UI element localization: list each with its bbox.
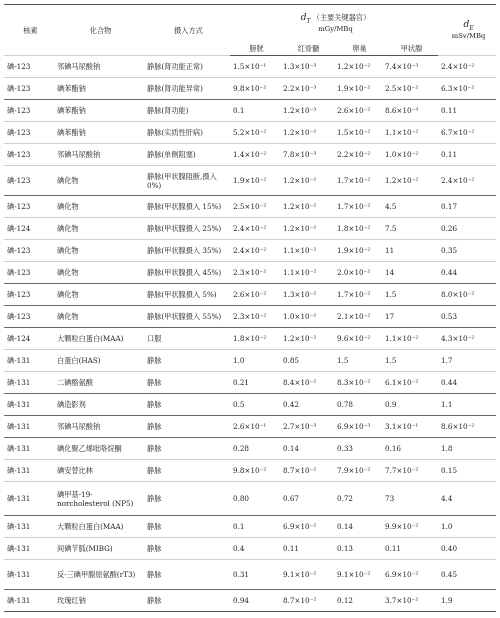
bladder-dose-cell: 1.4×10⁻² — [230, 144, 280, 166]
table-row — [4, 328, 496, 350]
compound-cell: 大颗粒白蛋白(MAA) — [54, 516, 144, 538]
effective-dose-cell: 4.4 — [438, 482, 496, 516]
header-organ-ovary: 卵巢 — [334, 41, 382, 56]
effective-dose-cell: 6.3×10⁻² — [438, 78, 496, 100]
bladder-dose-cell: 1.8×10⁻² — [230, 328, 280, 350]
effective-dose-cell: 8.0×10⁻² — [438, 284, 496, 306]
table-row — [4, 590, 496, 612]
nuclide-cell: 碘-123 — [4, 144, 54, 166]
table-row — [4, 144, 496, 166]
header-compound: 化合物 — [54, 5, 144, 56]
route-cell: 静脉(肾功能) — [144, 100, 230, 122]
thyroid-dose-cell: 8.6×10⁻³ — [382, 100, 438, 122]
header-nuclide: 核素 — [4, 5, 54, 56]
effective-dose-cell: 0.26 — [438, 218, 496, 240]
thyroid-dose-cell: 1.1×10⁻² — [382, 122, 438, 144]
nuclide-cell: 碘-124 — [4, 328, 54, 350]
ovary-dose-cell: 8.3×10⁻² — [334, 372, 382, 394]
table-row — [4, 438, 496, 460]
effective-dose-cell: 1.8 — [438, 438, 496, 460]
thyroid-dose-cell: 3.7×10⁻² — [382, 590, 438, 612]
route-cell: 静脉 — [144, 482, 230, 516]
red-marrow-dose-cell: 0.67 — [280, 482, 334, 516]
effective-dose-symbol: d — [463, 19, 470, 30]
ovary-dose-cell: 1.7×10⁻² — [334, 284, 382, 306]
compound-cell: 间碘苄胍(MIBG) — [54, 538, 144, 560]
thyroid-dose-cell: 11 — [382, 240, 438, 262]
route-cell: 静脉 — [144, 560, 230, 590]
nuclide-cell: 碘-123 — [4, 262, 54, 284]
bladder-dose-cell: 0.1 — [230, 516, 280, 538]
nuclide-cell: 碘-123 — [4, 166, 54, 196]
effective-dose-cell: 0.40 — [438, 538, 496, 560]
thyroid-dose-cell: 1.2×10⁻² — [382, 166, 438, 196]
organ-dose-title: （主要关键器官） — [312, 12, 371, 22]
red-marrow-dose-cell: 1.0×10⁻² — [280, 306, 334, 328]
ovary-dose-cell: 2.0×10⁻² — [334, 262, 382, 284]
compound-cell: 碘苯酯钠 — [54, 100, 144, 122]
bladder-dose-cell: 9.8×10⁻² — [230, 78, 280, 100]
table-row — [4, 196, 496, 218]
organ-dose-unit: mGy/MBq — [318, 24, 353, 33]
bladder-dose-cell: 2.3×10⁻² — [230, 262, 280, 284]
red-marrow-dose-cell: 9.1×10⁻² — [280, 560, 334, 590]
nuclide-cell: 碘-131 — [4, 350, 54, 372]
red-marrow-dose-cell: 7.8×10⁻³ — [280, 144, 334, 166]
nuclide-cell: 碘-131 — [4, 394, 54, 416]
thyroid-dose-cell: 0.11 — [382, 538, 438, 560]
thyroid-dose-cell: 6.9×10⁻² — [382, 560, 438, 590]
nuclide-cell: 碘-131 — [4, 482, 54, 516]
nuclide-cell: 碘-123 — [4, 306, 54, 328]
effective-dose-cell: 0.35 — [438, 240, 496, 262]
effective-dose-cell: 1.7 — [438, 350, 496, 372]
route-cell: 静脉(甲状腺摄入 15%) — [144, 196, 230, 218]
effective-dose-cell: 1.1 — [438, 394, 496, 416]
table-body — [4, 56, 496, 612]
compound-cell: 白蛋白(HAS) — [54, 350, 144, 372]
route-cell: 静脉(甲状腺摄入 55%) — [144, 306, 230, 328]
route-cell: 口服 — [144, 328, 230, 350]
ovary-dose-cell: 1.7×10⁻² — [334, 166, 382, 196]
compound-cell: 玫瑰红钠 — [54, 590, 144, 612]
bladder-dose-cell: 2.4×10⁻² — [230, 218, 280, 240]
nuclide-cell: 碘-131 — [4, 560, 54, 590]
ovary-dose-cell: 6.9×10⁻³ — [334, 416, 382, 438]
effective-dose-cell: 0.44 — [438, 262, 496, 284]
compound-cell: 碘化物 — [54, 284, 144, 306]
effective-dose-cell: 0.44 — [438, 372, 496, 394]
route-cell: 静脉 — [144, 416, 230, 438]
effective-dose-subscript: E — [469, 24, 474, 32]
red-marrow-dose-cell: 1.2×10⁻² — [280, 218, 334, 240]
table-row — [4, 166, 496, 196]
table-row — [4, 460, 496, 482]
ovary-dose-cell: 1.2×10⁻² — [334, 56, 382, 78]
nuclide-cell: 碘-131 — [4, 372, 54, 394]
compound-cell: 碘化物 — [54, 306, 144, 328]
bladder-dose-cell: 0.94 — [230, 590, 280, 612]
red-marrow-dose-cell: 2.2×10⁻³ — [280, 78, 334, 100]
table-row — [4, 262, 496, 284]
bladder-dose-cell: 0.4 — [230, 538, 280, 560]
compound-cell: 碘安替比林 — [54, 460, 144, 482]
ovary-dose-cell: 2.2×10⁻² — [334, 144, 382, 166]
effective-dose-unit: mSv/MBq — [451, 31, 486, 40]
bladder-dose-cell: 0.31 — [230, 560, 280, 590]
thyroid-dose-cell: 73 — [382, 482, 438, 516]
effective-dose-cell: 0.45 — [438, 560, 496, 590]
thyroid-dose-cell: 1.0×10⁻² — [382, 144, 438, 166]
effective-dose-cell: 8.6×10⁻² — [438, 416, 496, 438]
table-row — [4, 78, 496, 100]
table-row — [4, 284, 496, 306]
effective-dose-cell: 0.11 — [438, 100, 496, 122]
table-row — [4, 538, 496, 560]
header-organ-thyroid: 甲状腺 — [382, 41, 438, 56]
route-cell: 静脉(实质性肝病) — [144, 122, 230, 144]
ovary-dose-cell: 1.8×10⁻² — [334, 218, 382, 240]
red-marrow-dose-cell: 1.3×10⁻² — [280, 284, 334, 306]
organ-dose-symbol: d — [300, 12, 307, 23]
nuclide-cell: 碘-123 — [4, 122, 54, 144]
thyroid-dose-cell: 0.9 — [382, 394, 438, 416]
thyroid-dose-cell: 1.1×10⁻² — [382, 328, 438, 350]
thyroid-dose-cell: 14 — [382, 262, 438, 284]
thyroid-dose-cell: 3.1×10⁻¹ — [382, 416, 438, 438]
red-marrow-dose-cell: 1.3×10⁻³ — [280, 56, 334, 78]
ovary-dose-cell: 9.1×10⁻² — [334, 560, 382, 590]
nuclide-cell: 碘-131 — [4, 516, 54, 538]
compound-cell: 碘化聚乙烯吡咯烷酮 — [54, 438, 144, 460]
nuclide-cell: 碘-123 — [4, 56, 54, 78]
thyroid-dose-cell: 7.5 — [382, 218, 438, 240]
red-marrow-dose-cell: 0.42 — [280, 394, 334, 416]
table-row — [4, 372, 496, 394]
thyroid-dose-cell: 17 — [382, 306, 438, 328]
ovary-dose-cell: 0.14 — [334, 516, 382, 538]
effective-dose-cell: 6.7×10⁻² — [438, 122, 496, 144]
red-marrow-dose-cell: 0.11 — [280, 538, 334, 560]
bladder-dose-cell: 2.5×10⁻² — [230, 196, 280, 218]
effective-dose-cell: 0.15 — [438, 460, 496, 482]
ovary-dose-cell: 0.78 — [334, 394, 382, 416]
nuclide-cell: 碘-131 — [4, 538, 54, 560]
effective-dose-cell: 1.0 — [438, 516, 496, 538]
red-marrow-dose-cell: 0.14 — [280, 438, 334, 460]
effective-dose-cell: 2.4×10⁻² — [438, 166, 496, 196]
compound-cell: 二碘酪氨酸 — [54, 372, 144, 394]
header-effective-dose — [438, 5, 496, 56]
ovary-dose-cell: 1.9×10⁻² — [334, 240, 382, 262]
route-cell: 静脉 — [144, 394, 230, 416]
ovary-dose-cell: 2.1×10⁻² — [334, 306, 382, 328]
ovary-dose-cell: 1.9×10⁻² — [334, 78, 382, 100]
ovary-dose-cell: 1.5 — [334, 350, 382, 372]
compound-cell: 反-三碘甲腺原氨酸(rT3) — [54, 560, 144, 590]
route-cell: 静脉(甲状腺摄入 25%) — [144, 218, 230, 240]
effective-dose-cell: 0.53 — [438, 306, 496, 328]
table-row — [4, 306, 496, 328]
effective-dose-cell: 2.4×10⁻² — [438, 56, 496, 78]
red-marrow-dose-cell: 1.2×10⁻² — [280, 328, 334, 350]
table-row — [4, 240, 496, 262]
organ-dose-subscript: T — [306, 17, 311, 25]
ovary-dose-cell: 1.5×10⁻² — [334, 122, 382, 144]
route-cell: 静脉 — [144, 372, 230, 394]
bladder-dose-cell: 2.4×10⁻² — [230, 240, 280, 262]
compound-cell: 邻碘马尿酸钠 — [54, 56, 144, 78]
compound-cell: 碘化物 — [54, 166, 144, 196]
red-marrow-dose-cell: 1.1×10⁻² — [280, 240, 334, 262]
bladder-dose-cell: 0.5 — [230, 394, 280, 416]
compound-cell: 碘甲基-19-norcholesterol (NP5) — [54, 482, 144, 516]
header-organ-bladder: 膀胱 — [230, 41, 280, 56]
table-row — [4, 482, 496, 516]
bladder-dose-cell: 1.9×10⁻² — [230, 166, 280, 196]
route-cell: 静脉(甲状腺摄入 45%) — [144, 262, 230, 284]
compound-cell: 碘化物 — [54, 262, 144, 284]
route-cell: 静脉(肾功能正常) — [144, 56, 230, 78]
thyroid-dose-cell: 0.16 — [382, 438, 438, 460]
thyroid-dose-cell: 7.4×10⁻³ — [382, 56, 438, 78]
compound-cell: 碘苯酯钠 — [54, 78, 144, 100]
ovary-dose-cell: 0.72 — [334, 482, 382, 516]
red-marrow-dose-cell: 8.7×10⁻² — [280, 460, 334, 482]
effective-dose-cell: 0.11 — [438, 144, 496, 166]
ovary-dose-cell: 9.6×10⁻² — [334, 328, 382, 350]
red-marrow-dose-cell: 1.2×10⁻² — [280, 166, 334, 196]
effective-dose-cell: 0.17 — [438, 196, 496, 218]
table-row — [4, 516, 496, 538]
red-marrow-dose-cell: 0.85 — [280, 350, 334, 372]
thyroid-dose-cell: 1.5 — [382, 350, 438, 372]
thyroid-dose-cell: 9.9×10⁻² — [382, 516, 438, 538]
red-marrow-dose-cell: 2.7×10⁻³ — [280, 416, 334, 438]
red-marrow-dose-cell: 1.1×10⁻² — [280, 262, 334, 284]
effective-dose-cell: 4.3×10⁻² — [438, 328, 496, 350]
nuclide-cell: 碘-131 — [4, 438, 54, 460]
thyroid-dose-cell: 4.5 — [382, 196, 438, 218]
route-cell: 静脉 — [144, 538, 230, 560]
thyroid-dose-cell: 1.5 — [382, 284, 438, 306]
route-cell: 静脉 — [144, 460, 230, 482]
bladder-dose-cell: 0.28 — [230, 438, 280, 460]
route-cell: 静脉(甲状腺摄入 5%) — [144, 284, 230, 306]
table-row — [4, 100, 496, 122]
bladder-dose-cell: 2.3×10⁻² — [230, 306, 280, 328]
red-marrow-dose-cell: 8.7×10⁻² — [280, 590, 334, 612]
table-row — [4, 416, 496, 438]
compound-cell: 大颗粒白蛋白(MAA) — [54, 328, 144, 350]
route-cell: 静脉(肾功能异常) — [144, 78, 230, 100]
bladder-dose-cell: 9.8×10⁻² — [230, 460, 280, 482]
compound-cell: 碘化物 — [54, 240, 144, 262]
compound-cell: 邻碘马尿酸钠 — [54, 144, 144, 166]
route-cell: 静脉(单侧阻塞) — [144, 144, 230, 166]
bladder-dose-cell: 0.21 — [230, 372, 280, 394]
header-organ-dose — [230, 5, 438, 42]
header-route: 摄入方式 — [144, 5, 230, 56]
route-cell: 静脉 — [144, 350, 230, 372]
compound-cell: 碘造影剂 — [54, 394, 144, 416]
thyroid-dose-cell: 6.1×10⁻² — [382, 372, 438, 394]
nuclide-cell: 碘-123 — [4, 196, 54, 218]
route-cell: 静脉 — [144, 438, 230, 460]
bladder-dose-cell: 0.80 — [230, 482, 280, 516]
red-marrow-dose-cell: 1.2×10⁻³ — [280, 100, 334, 122]
route-cell: 静脉 — [144, 516, 230, 538]
nuclide-cell: 碘-123 — [4, 240, 54, 262]
red-marrow-dose-cell: 1.2×10⁻² — [280, 196, 334, 218]
table-row — [4, 56, 496, 78]
compound-cell: 碘化物 — [54, 218, 144, 240]
table-row — [4, 350, 496, 372]
compound-cell: 邻碘马尿酸钠 — [54, 416, 144, 438]
bladder-dose-cell: 1.0 — [230, 350, 280, 372]
nuclide-cell: 碘-131 — [4, 460, 54, 482]
nuclide-cell: 碘-124 — [4, 218, 54, 240]
nuclide-cell: 碘-123 — [4, 78, 54, 100]
ovary-dose-cell: 1.7×10⁻² — [334, 196, 382, 218]
bladder-dose-cell: 2.6×10⁻¹ — [230, 416, 280, 438]
bladder-dose-cell: 5.2×10⁻² — [230, 122, 280, 144]
dose-table — [4, 4, 496, 612]
nuclide-cell: 碘-131 — [4, 416, 54, 438]
ovary-dose-cell: 0.12 — [334, 590, 382, 612]
route-cell: 静脉(甲状腺摄入 35%) — [144, 240, 230, 262]
header-organ-red-marrow: 红骨髓 — [280, 41, 334, 56]
red-marrow-dose-cell: 1.2×10⁻² — [280, 122, 334, 144]
ovary-dose-cell: 7.9×10⁻² — [334, 460, 382, 482]
ovary-dose-cell: 0.33 — [334, 438, 382, 460]
compound-cell: 碘苯酯钠 — [54, 122, 144, 144]
nuclide-cell: 碘-131 — [4, 590, 54, 612]
nuclide-cell: 碘-123 — [4, 284, 54, 306]
table-row — [4, 122, 496, 144]
table-row — [4, 560, 496, 590]
ovary-dose-cell: 2.6×10⁻² — [334, 100, 382, 122]
table-row — [4, 218, 496, 240]
table-row — [4, 394, 496, 416]
route-cell: 静脉 — [144, 590, 230, 612]
red-marrow-dose-cell: 8.4×10⁻² — [280, 372, 334, 394]
red-marrow-dose-cell: 6.9×10⁻² — [280, 516, 334, 538]
nuclide-cell: 碘-123 — [4, 100, 54, 122]
thyroid-dose-cell: 7.7×10⁻² — [382, 460, 438, 482]
effective-dose-cell: 1.9 — [438, 590, 496, 612]
ovary-dose-cell: 0.13 — [334, 538, 382, 560]
thyroid-dose-cell: 2.5×10⁻² — [382, 78, 438, 100]
bladder-dose-cell: 2.6×10⁻² — [230, 284, 280, 306]
compound-cell: 碘化物 — [54, 196, 144, 218]
bladder-dose-cell: 0.1 — [230, 100, 280, 122]
bladder-dose-cell: 1.5×10⁻¹ — [230, 56, 280, 78]
route-cell: 静脉(甲状腺阻断,摄入 0%) — [144, 166, 230, 196]
